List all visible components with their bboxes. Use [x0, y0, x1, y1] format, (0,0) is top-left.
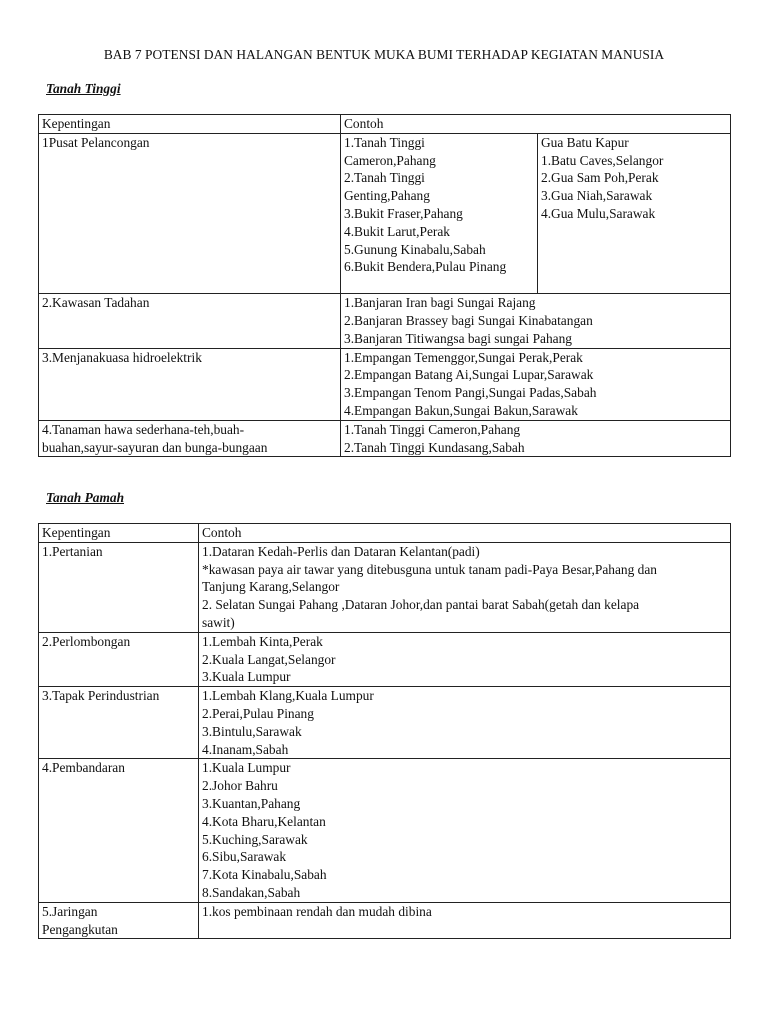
cell-line: 1.kos pembinaan rendah dan mudah dibina — [202, 903, 432, 919]
cell-line: 4.Inanam,Sabah — [202, 741, 289, 757]
cell-line: 6.Bukit Bendera,Pulau Pinang — [344, 259, 507, 275]
cell-line: 5.Jaringan — [42, 903, 98, 919]
table-header-row — [39, 524, 731, 543]
cell-line: 2. Selatan Sungai Pahang ,Dataran Johor,dan pantai barat Sabah(getah dan kelapa — [202, 597, 640, 613]
cell-line: 3.Bukit Fraser,Pahang — [344, 205, 463, 221]
cell-line: 4.Bukit Larut,Perak — [344, 223, 450, 239]
cell-line: 2.Johor Bahru — [202, 778, 278, 794]
cell-line: buahan,sayur-sayuran dan bunga-bungaan — [42, 439, 268, 455]
cell-line: Tanjung Karang,Selangor — [202, 579, 340, 595]
section-heading-tanah-tinggi: Tanah Tinggi — [46, 81, 121, 96]
cell-line: 3.Kuantan,Pahang — [202, 795, 301, 811]
cell-line: 3.Empangan Tenom Pangi,Sungai Padas,Sabah — [344, 385, 597, 401]
cell-line: Pengangkutan — [42, 921, 118, 937]
cell-line: 2.Kawasan Tadahan — [42, 295, 150, 311]
table-row — [39, 348, 731, 420]
cell-line: Cameron,Pahang — [344, 152, 436, 168]
table-row — [39, 902, 731, 939]
cell-line: 2.Empangan Batang Ai,Sungai Lupar,Sarawak — [344, 367, 594, 383]
kepentingan-cell — [39, 348, 341, 420]
cell-line: 7.Kota Kinabalu,Sabah — [202, 867, 327, 883]
contoh-cell — [199, 902, 731, 939]
cell-line: 1Pusat Pelancongan — [42, 134, 150, 150]
contoh-cell — [199, 759, 731, 902]
kepentingan-cell — [39, 632, 199, 686]
contoh-cell — [341, 420, 731, 457]
cell-line: 1.Lembah Kinta,Perak — [202, 633, 323, 649]
cell-line: 1.Tanah Tinggi — [344, 134, 425, 150]
cell-line: Gua Batu Kapur — [541, 134, 629, 150]
page-title: BAB 7 POTENSI DAN HALANGAN BENTUK MUKA BUMI TERHADAP KEGIATAN MANUSIA — [103, 47, 665, 62]
table-row — [39, 632, 731, 686]
contoh-cell — [341, 133, 538, 293]
kepentingan-cell — [39, 420, 341, 457]
kepentingan-cell — [39, 542, 199, 632]
cell-line: *kawasan paya air tawar yang ditebusguna untuk tanam padi-Paya Besar,Pahang dan — [202, 561, 657, 577]
cell-line: 1.Lembah Klang,Kuala Lumpur — [202, 688, 374, 704]
contoh-cell — [341, 294, 731, 348]
table-row — [39, 420, 731, 457]
cell-line: 5.Gunung Kinabalu,Sabah — [344, 241, 486, 257]
kepentingan-cell — [39, 759, 199, 902]
table-tanah-tinggi — [38, 114, 731, 457]
cell-line: 2.Tanah Tinggi — [344, 170, 425, 186]
cell-line: 1.Kuala Lumpur — [202, 760, 291, 776]
cell-line: 4.Pembandaran — [42, 760, 125, 776]
cell-line: 4.Tanaman hawa sederhana-teh,buah- — [42, 421, 245, 437]
cell-line: 1.Tanah Tinggi Cameron,Pahang — [344, 421, 521, 437]
table-row — [39, 759, 731, 902]
header-contoh: Contoh — [341, 115, 731, 134]
cell-line: 2.Perai,Pulau Pinang — [202, 705, 314, 721]
cell-line: 4.Kota Bharu,Kelantan — [202, 813, 326, 829]
cell-line: sawit) — [202, 614, 235, 630]
cell-line: 1.Batu Caves,Selangor — [541, 152, 664, 168]
table-header-row — [39, 115, 731, 134]
cell-line: 2.Perlombongan — [42, 633, 131, 649]
cell-line: Genting,Pahang — [344, 188, 430, 204]
contoh-cell — [199, 542, 731, 632]
contoh-cell — [199, 687, 731, 759]
cell-line: 2.Kuala Langat,Selangor — [202, 651, 336, 667]
cell-line: 4.Gua Mulu,Sarawak — [541, 205, 656, 221]
contoh-cell — [199, 632, 731, 686]
cell-line: 3.Bintulu,Sarawak — [202, 723, 302, 739]
cell-line: 1.Banjaran Iran bagi Sungai Rajang — [344, 295, 536, 311]
cell-line: 1.Empangan Temenggor,Sungai Perak,Perak — [344, 349, 583, 365]
section-heading-tanah-pamah: Tanah Pamah — [46, 490, 125, 505]
header-kepentingan: Kepentingan — [39, 524, 199, 543]
cell-line: 4.Empangan Bakun,Sungai Bakun,Sarawak — [344, 402, 578, 418]
cell-line: 2.Tanah Tinggi Kundasang,Sabah — [344, 439, 525, 455]
table-row — [39, 294, 731, 348]
cell-line: 8.Sandakan,Sabah — [202, 884, 301, 900]
cell-line: 2.Banjaran Brassey bagi Sungai Kinabatangan — [344, 312, 593, 328]
cell-line: 3.Gua Niah,Sarawak — [541, 188, 653, 204]
kepentingan-cell — [39, 687, 199, 759]
header-kepentingan: Kepentingan — [39, 115, 341, 134]
cell-line: 6.Sibu,Sarawak — [202, 849, 287, 865]
cell-line: 3.Kuala Lumpur — [202, 669, 291, 685]
gua-batu-kapur-cell — [538, 133, 731, 293]
table-row — [39, 687, 731, 759]
kepentingan-cell — [39, 294, 341, 348]
cell-line: 1.Pertanian — [42, 543, 103, 559]
cell-line: 2.Gua Sam Poh,Perak — [541, 170, 659, 186]
table-tanah-pamah — [38, 523, 731, 939]
contoh-cell — [341, 348, 731, 420]
cell-line: 3.Tapak Perindustrian — [42, 688, 160, 704]
cell-line: 3.Menjanakuasa hidroelektrik — [42, 349, 202, 365]
cell-line: 3.Banjaran Titiwangsa bagi sungai Pahang — [344, 330, 572, 346]
kepentingan-cell — [39, 902, 199, 939]
cell-line: 1.Dataran Kedah-Perlis dan Dataran Kelantan(padi) — [202, 543, 480, 559]
table-row — [39, 542, 731, 632]
kepentingan-cell — [39, 133, 341, 293]
cell-line: 5.Kuching,Sarawak — [202, 831, 308, 847]
header-contoh: Contoh — [199, 524, 731, 543]
table-row — [39, 133, 731, 293]
